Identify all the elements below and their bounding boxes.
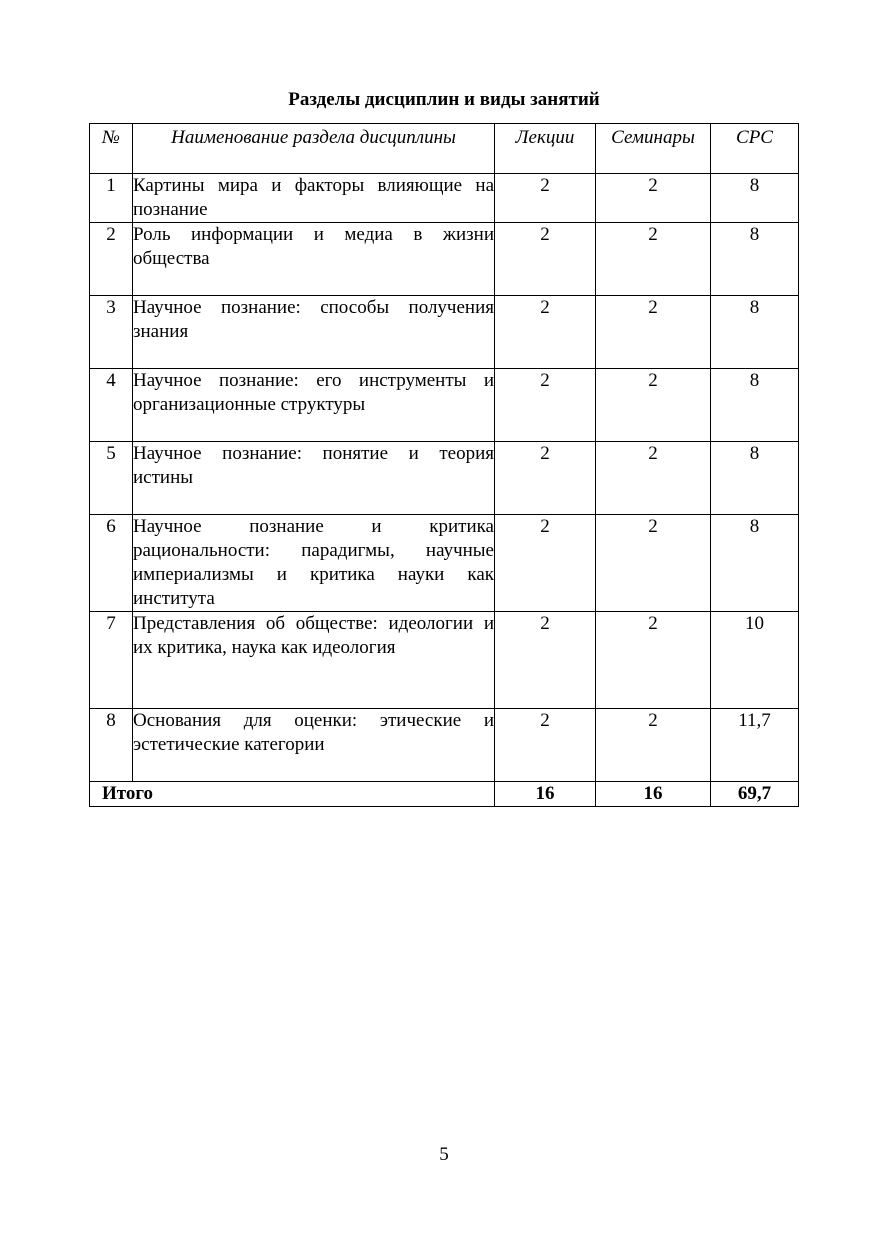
row-lectures: 2 bbox=[495, 296, 596, 369]
table-row bbox=[90, 612, 799, 709]
row-lectures: 2 bbox=[495, 612, 596, 709]
row-srs: 11,7 bbox=[711, 709, 799, 782]
row-seminars: 2 bbox=[596, 442, 711, 515]
header-num: № bbox=[90, 124, 133, 174]
row-num: 5 bbox=[90, 442, 133, 515]
row-srs: 10 bbox=[711, 612, 799, 709]
header-srs: СРС bbox=[711, 124, 799, 174]
table-row bbox=[90, 369, 799, 442]
row-lectures: 2 bbox=[495, 369, 596, 442]
row-seminars: 2 bbox=[596, 223, 711, 296]
total-srs: 69,7 bbox=[711, 782, 799, 807]
row-seminars: 2 bbox=[596, 612, 711, 709]
row-num: 3 bbox=[90, 296, 133, 369]
row-num: 4 bbox=[90, 369, 133, 442]
table-header-row bbox=[90, 124, 799, 174]
row-srs: 8 bbox=[711, 223, 799, 296]
total-seminars: 16 bbox=[596, 782, 711, 807]
row-lectures: 2 bbox=[495, 223, 596, 296]
row-section-name: Научное познание и критика рациональности: парадигмы, научные империализмы и критика науки как института bbox=[133, 515, 495, 612]
row-seminars: 2 bbox=[596, 174, 711, 223]
row-num: 8 bbox=[90, 709, 133, 782]
row-num: 6 bbox=[90, 515, 133, 612]
header-lectures: Лекции bbox=[495, 124, 596, 174]
row-section-name: Научное познание: его инструменты и организационные структуры bbox=[133, 369, 495, 442]
page-number: 5 bbox=[439, 1144, 449, 1165]
row-section-name: Научное познание: понятие и теория истины bbox=[133, 442, 495, 515]
header-section-name: Наименование раздела дисциплины bbox=[133, 124, 495, 174]
row-section-name: Картины мира и факторы влияющие на познание bbox=[133, 174, 495, 223]
row-srs: 8 bbox=[711, 296, 799, 369]
table-row bbox=[90, 515, 799, 612]
row-num: 2 bbox=[90, 223, 133, 296]
discipline-sections-table bbox=[89, 123, 799, 807]
row-section-name: Представления об обществе: идеологии и их критика, наука как идеология bbox=[133, 612, 495, 709]
table-row bbox=[90, 709, 799, 782]
row-srs: 8 bbox=[711, 369, 799, 442]
table-row bbox=[90, 296, 799, 369]
row-lectures: 2 bbox=[495, 442, 596, 515]
row-section-name: Основания для оценки: этические и эстетические категории bbox=[133, 709, 495, 782]
row-srs: 8 bbox=[711, 515, 799, 612]
row-section-name: Роль информации и медиа в жизни общества bbox=[133, 223, 495, 296]
row-num: 7 bbox=[90, 612, 133, 709]
page-title: Разделы дисциплин и виды занятий bbox=[288, 89, 600, 110]
row-seminars: 2 bbox=[596, 709, 711, 782]
row-lectures: 2 bbox=[495, 174, 596, 223]
row-seminars: 2 bbox=[596, 369, 711, 442]
header-seminars: Семинары bbox=[596, 124, 711, 174]
row-srs: 8 bbox=[711, 442, 799, 515]
total-lectures: 16 bbox=[495, 782, 596, 807]
row-srs: 8 bbox=[711, 174, 799, 223]
row-section-name: Научное познание: способы получения знания bbox=[133, 296, 495, 369]
row-lectures: 2 bbox=[495, 515, 596, 612]
total-label: Итого bbox=[90, 782, 495, 807]
table-row bbox=[90, 174, 799, 223]
row-seminars: 2 bbox=[596, 296, 711, 369]
table-row bbox=[90, 223, 799, 296]
row-num: 1 bbox=[90, 174, 133, 223]
table-total-row bbox=[90, 782, 799, 807]
row-seminars: 2 bbox=[596, 515, 711, 612]
table-row bbox=[90, 442, 799, 515]
row-lectures: 2 bbox=[495, 709, 596, 782]
